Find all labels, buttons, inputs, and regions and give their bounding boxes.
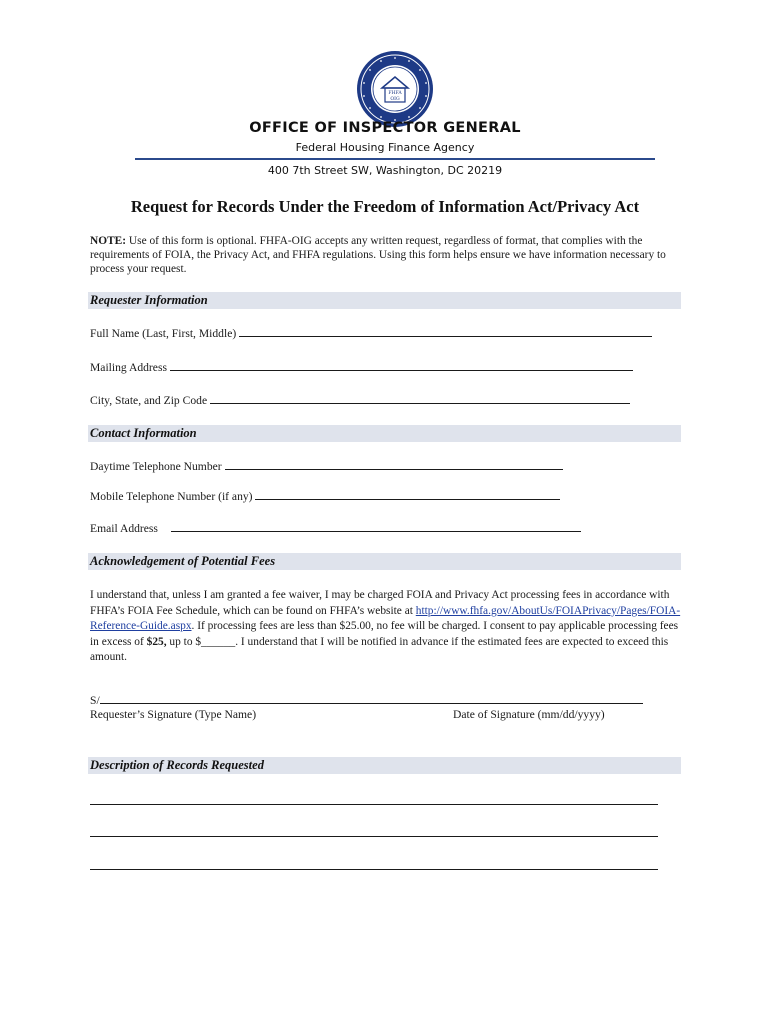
mailing-address-input-line[interactable] bbox=[170, 360, 633, 371]
full-name-label: Full Name (Last, First, Middle) bbox=[90, 327, 237, 340]
city-state-zip-field[interactable] bbox=[90, 393, 630, 407]
mobile-phone-label: Mobile Telephone Number (if any) bbox=[90, 490, 253, 503]
signature-label: Requester’s Signature (Type Name) bbox=[90, 708, 257, 721]
fees-text-3: up to $______. I understand that I will be notified in advance if the estimated fees are expected to exceed this amount. bbox=[90, 635, 669, 664]
section-acknowledgement-fees bbox=[88, 553, 681, 570]
description-input-line[interactable] bbox=[90, 804, 658, 805]
daytime-phone-field[interactable] bbox=[90, 459, 563, 473]
signature-input-line[interactable] bbox=[100, 693, 643, 704]
fees-bold-amount: $25, bbox=[146, 635, 167, 648]
agency-address: 400 7th Street SW, Washington, DC 20219 bbox=[267, 164, 503, 177]
city-state-zip-label: City, State, and Zip Code bbox=[90, 394, 208, 407]
note-paragraph bbox=[90, 234, 680, 276]
fhfa-oig-seal-logo bbox=[356, 50, 434, 128]
fees-text-1: I understand that, unless I am granted a fee waiver, I may be charged FOIA and Privacy Act processing fees in accordance with FHFA’s FOIA Fee Schedule, which can be found on FHFA’s website at bbox=[90, 589, 670, 617]
fees-text-2: . If processing fees are less than $25.00, no fee will be charged. I consent to pay applicable processing fees in excess of bbox=[90, 620, 679, 648]
mobile-phone-input-line[interactable] bbox=[255, 489, 560, 500]
agency-name: Federal Housing Finance Agency bbox=[295, 141, 475, 154]
header-divider bbox=[135, 158, 655, 160]
fee-schedule-link[interactable]: http://www.fhfa.gov/AboutUs/FOIAPrivacy/Pages/FOIA-Reference-Guide.aspx bbox=[90, 604, 681, 633]
note-label: NOTE: bbox=[90, 235, 127, 247]
signature-prefix: S/ bbox=[90, 694, 100, 707]
signature-field[interactable] bbox=[90, 693, 643, 707]
section-title: Requester Information bbox=[90, 293, 208, 307]
full-name-field[interactable] bbox=[90, 326, 652, 340]
email-input-line[interactable] bbox=[171, 521, 581, 532]
daytime-phone-label: Daytime Telephone Number bbox=[90, 460, 222, 473]
seal-text-line-2: OIG bbox=[390, 97, 400, 102]
email-label: Email Address bbox=[90, 522, 158, 535]
description-input-line[interactable] bbox=[90, 869, 658, 870]
description-input-line[interactable] bbox=[90, 836, 658, 837]
mobile-phone-field[interactable] bbox=[90, 489, 560, 503]
full-name-input-line[interactable] bbox=[239, 326, 652, 337]
section-title: Acknowledgement of Potential Fees bbox=[90, 554, 276, 568]
daytime-phone-input-line[interactable] bbox=[225, 459, 563, 470]
section-title: Contact Information bbox=[90, 426, 197, 440]
form-title: Request for Records Under the Freedom of Information Act/Privacy Act bbox=[130, 197, 640, 216]
section-requester-information bbox=[88, 292, 681, 309]
section-description-records bbox=[88, 757, 681, 774]
section-title: Description of Records Requested bbox=[90, 758, 264, 772]
city-state-zip-input-line[interactable] bbox=[210, 393, 630, 404]
office-title: OFFICE OF INSPECTOR GENERAL bbox=[249, 120, 521, 136]
note-text: Use of this form is optional. FHFA-OIG accepts any written request, regardless of format, that complies with the requirements of FOIA, the Privacy Act, and FHFA regulations. Using this form helps ensure we have information necessary to process your request. bbox=[90, 235, 666, 275]
mailing-address-field[interactable] bbox=[90, 360, 633, 374]
seal-text-line-1: FHFA bbox=[388, 91, 402, 96]
mailing-address-label: Mailing Address bbox=[90, 361, 167, 374]
section-contact-information bbox=[88, 425, 681, 442]
signature-date-label: Date of Signature (mm/dd/yyyy) bbox=[453, 708, 605, 721]
email-field[interactable] bbox=[90, 521, 581, 535]
fees-paragraph bbox=[90, 588, 682, 666]
